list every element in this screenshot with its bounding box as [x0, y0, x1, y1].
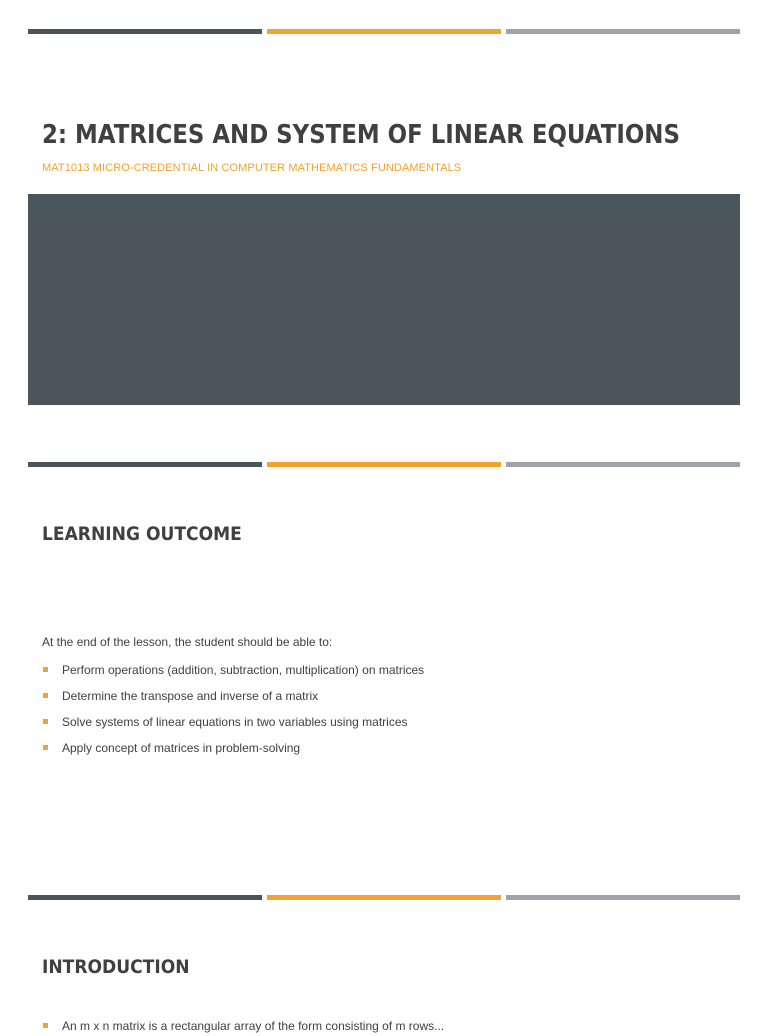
- accent-bar-gray-segment: [506, 462, 740, 467]
- accent-bar-orange-segment: [267, 462, 501, 467]
- slide1-subtitle: MAT1013 MICRO-CREDENTIAL IN COMPUTER MATHEMATICS FUNDAMENTALS: [42, 162, 462, 174]
- square-bullet-icon: [43, 667, 48, 672]
- accent-bar-dark-segment: [28, 29, 262, 34]
- square-bullet-icon: [43, 745, 48, 750]
- accent-bar-gray-segment: [506, 895, 740, 900]
- slide2-accent-bar: [28, 462, 740, 467]
- slide1-title: 2: MATRICES AND SYSTEM OF LINEAR EQUATIONS: [42, 120, 680, 150]
- slide1-hero-block: [28, 194, 740, 405]
- accent-bar-dark-segment: [28, 895, 262, 900]
- slide3-title: INTRODUCTION: [42, 956, 190, 978]
- accent-bar-orange-segment: [267, 29, 501, 34]
- slide3-accent-bar: [28, 895, 740, 900]
- accent-bar-dark-segment: [28, 462, 262, 467]
- list-item-text: Solve systems of linear equations in two variables using matrices: [62, 715, 408, 729]
- slide2-title: LEARNING OUTCOME: [42, 523, 242, 545]
- square-bullet-icon: [43, 693, 48, 698]
- accent-bar-gray-segment: [506, 29, 740, 34]
- slide2-intro-text: At the end of the lesson, the student should be able to:: [42, 635, 333, 649]
- accent-bar-orange-segment: [267, 895, 501, 900]
- list-item-text: Apply concept of matrices in problem-solving: [62, 741, 301, 755]
- list-item-text: Perform operations (addition, subtraction, multiplication) on matrices: [62, 663, 425, 677]
- square-bullet-icon: [43, 719, 48, 724]
- slide1-accent-bar: [28, 29, 740, 34]
- list-item-text: Determine the transpose and inverse of a matrix: [62, 689, 319, 703]
- list-item-text: An m x n matrix is a rectangular array of the form consisting of m rows...: [62, 1019, 445, 1033]
